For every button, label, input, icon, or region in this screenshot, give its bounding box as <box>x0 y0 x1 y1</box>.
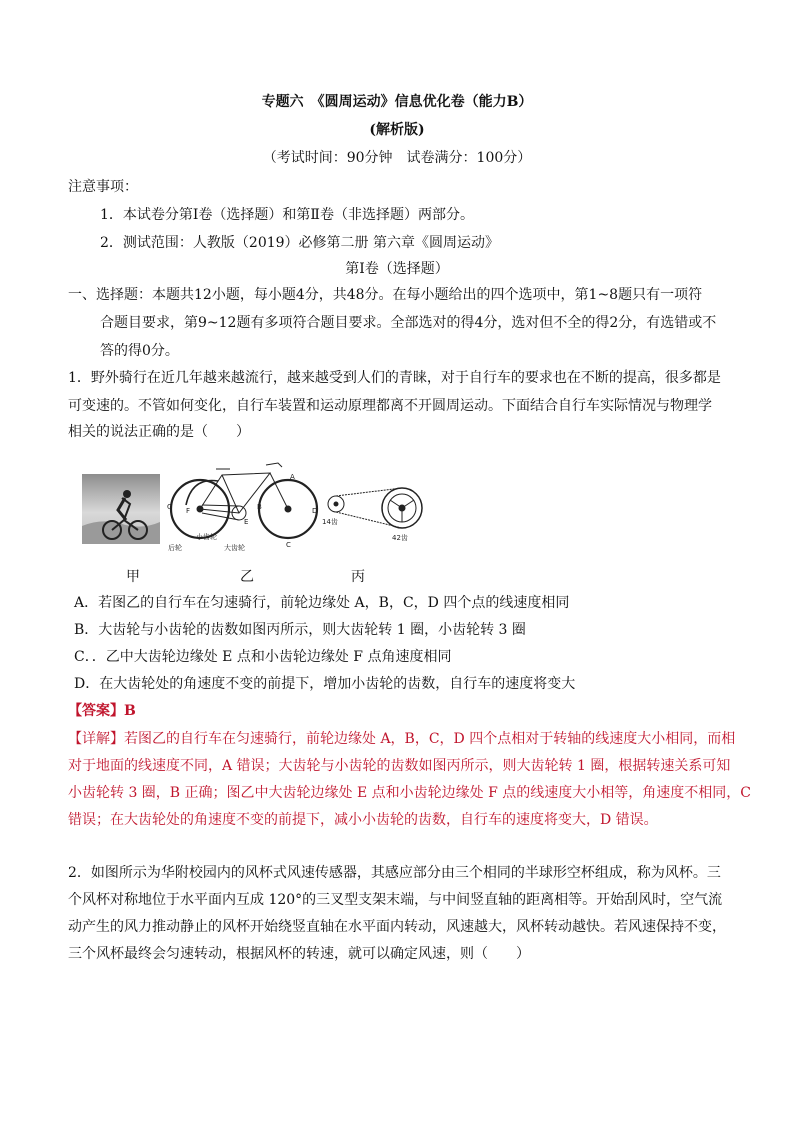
q1-option-d: D．在大齿轮处的角速度不变的前提下，增加小齿轮的齿数，自行车的速度将变大 <box>74 676 576 692</box>
exam-info: （考试时间：90分钟 试卷满分：100分） <box>262 150 532 166</box>
label-C: C <box>286 541 291 549</box>
label-G: G <box>167 503 173 511</box>
q1-stem: 相关的说法正确的是（ ） <box>68 424 250 440</box>
q2-stem: 2．如图所示为华附校园内的风杯式风速传感器，其感应部分由三个相同的半球形空杯组成，称为风杯。三 <box>68 865 721 881</box>
section-intro: 合题目要求，第9~12题有多项符合题目要求。全部选对的得4分，选对但不全的得2分，有选错或不 <box>100 315 717 331</box>
q1-option-a: A．若图乙的自行车在匀速骑行，前轮边缘处 A，B，C，D 四个点的线速度相同 <box>74 595 570 611</box>
notes-item: 1．本试卷分第Ⅰ卷（选择题）和第Ⅱ卷（非选择题）两部分。 <box>100 207 474 223</box>
label-small-gear: 小齿轮 <box>196 533 217 541</box>
notes-item: 2．测试范围：人教版（2019）必修第二册 第六章《圆周运动》 <box>100 235 499 251</box>
notes-heading: 注意事项： <box>68 179 138 195</box>
q2-stem: 三个风杯最终会匀速转动，根据风杯的转速，就可以确定风速，则（ ） <box>68 946 530 962</box>
section-intro: 答的得0分。 <box>100 343 179 359</box>
q1-analysis: 【详解】若图乙的自行车在匀速骑行，前轮边缘处 A，B，C，D 四个点相对于转轴的线速度大小相同，而相 <box>68 731 736 747</box>
q1-stem: 可变速的。不管如何变化，自行车装置和运动原理都离不开圆周运动。下面结合自行车实际情况与物理学 <box>68 398 712 414</box>
label-14-teeth: 14齿 <box>322 518 338 526</box>
q1-answer: 【答案】B <box>68 703 136 719</box>
figure-label-bing: 丙 <box>351 569 365 585</box>
q1-option-c: C．．乙中大齿轮边缘处 E 点和小齿轮边缘处 F 点角速度相同 <box>74 649 452 665</box>
label-big-gear: 大齿轮 <box>224 544 245 552</box>
cyclist-photo <box>82 474 160 544</box>
label-42-teeth: 42齿 <box>392 534 408 542</box>
gear-diagram <box>318 482 430 544</box>
q1-analysis: 错误；在大齿轮处的角速度不变的前提下，减小小齿轮的齿数，自行车的速度将变大，D 错误。 <box>68 812 658 828</box>
q1-option-b: B．大齿轮与小齿轮的齿数如图丙所示，则大齿轮转 1 圈，小齿轮转 3 圈 <box>74 622 526 638</box>
figure-label-yi: 乙 <box>240 569 254 585</box>
label-D: D <box>312 507 318 515</box>
q2-stem: 个风杯对称地位于水平面内互成 120°的三叉型支架末端，与中间竖直轴的距离相等。开始刮风时，空气流 <box>68 892 723 908</box>
page-subtitle: (解析版) <box>369 122 425 138</box>
bicycle-diagram <box>162 457 322 557</box>
q1-analysis: 小齿轮转 3 圈，B 正确；图乙中大齿轮边缘处 E 点和小齿轮边缘处 F 点的线速度大小相等，角速度不相同，C <box>68 785 751 801</box>
section-title: 第Ⅰ卷（选择题） <box>345 261 449 277</box>
figure-label-jia: 甲 <box>126 569 140 585</box>
label-F: F <box>186 507 191 515</box>
page-title: 专题六 《圆周运动》信息优化卷（能力B） <box>261 94 533 110</box>
label-A: A <box>290 473 295 481</box>
section-intro: 一、选择题：本题共12小题，每小题4分，共48分。在每小题给出的四个选项中，第1~8题只有一项符 <box>68 287 703 303</box>
label-B: B <box>257 503 262 511</box>
label-rear-wheel: 后轮 <box>168 544 182 552</box>
label-E: E <box>244 518 249 526</box>
q2-stem: 动产生的风力推动静止的风杯开始绕竖直轴在水平面内转动，风速越大，风杯转动越快。若风速保持不变， <box>68 919 726 935</box>
q1-stem: 1．野外骑行在近几年越来越流行，越来越受到人们的青睐，对于自行车的要求也在不断的提高，很多都是 <box>68 370 721 386</box>
q1-analysis: 对于地面的线速度不同，A 错误；大齿轮与小齿轮的齿数如图丙所示，则大齿轮转 1 圈，根据转速关系可知 <box>68 758 731 774</box>
